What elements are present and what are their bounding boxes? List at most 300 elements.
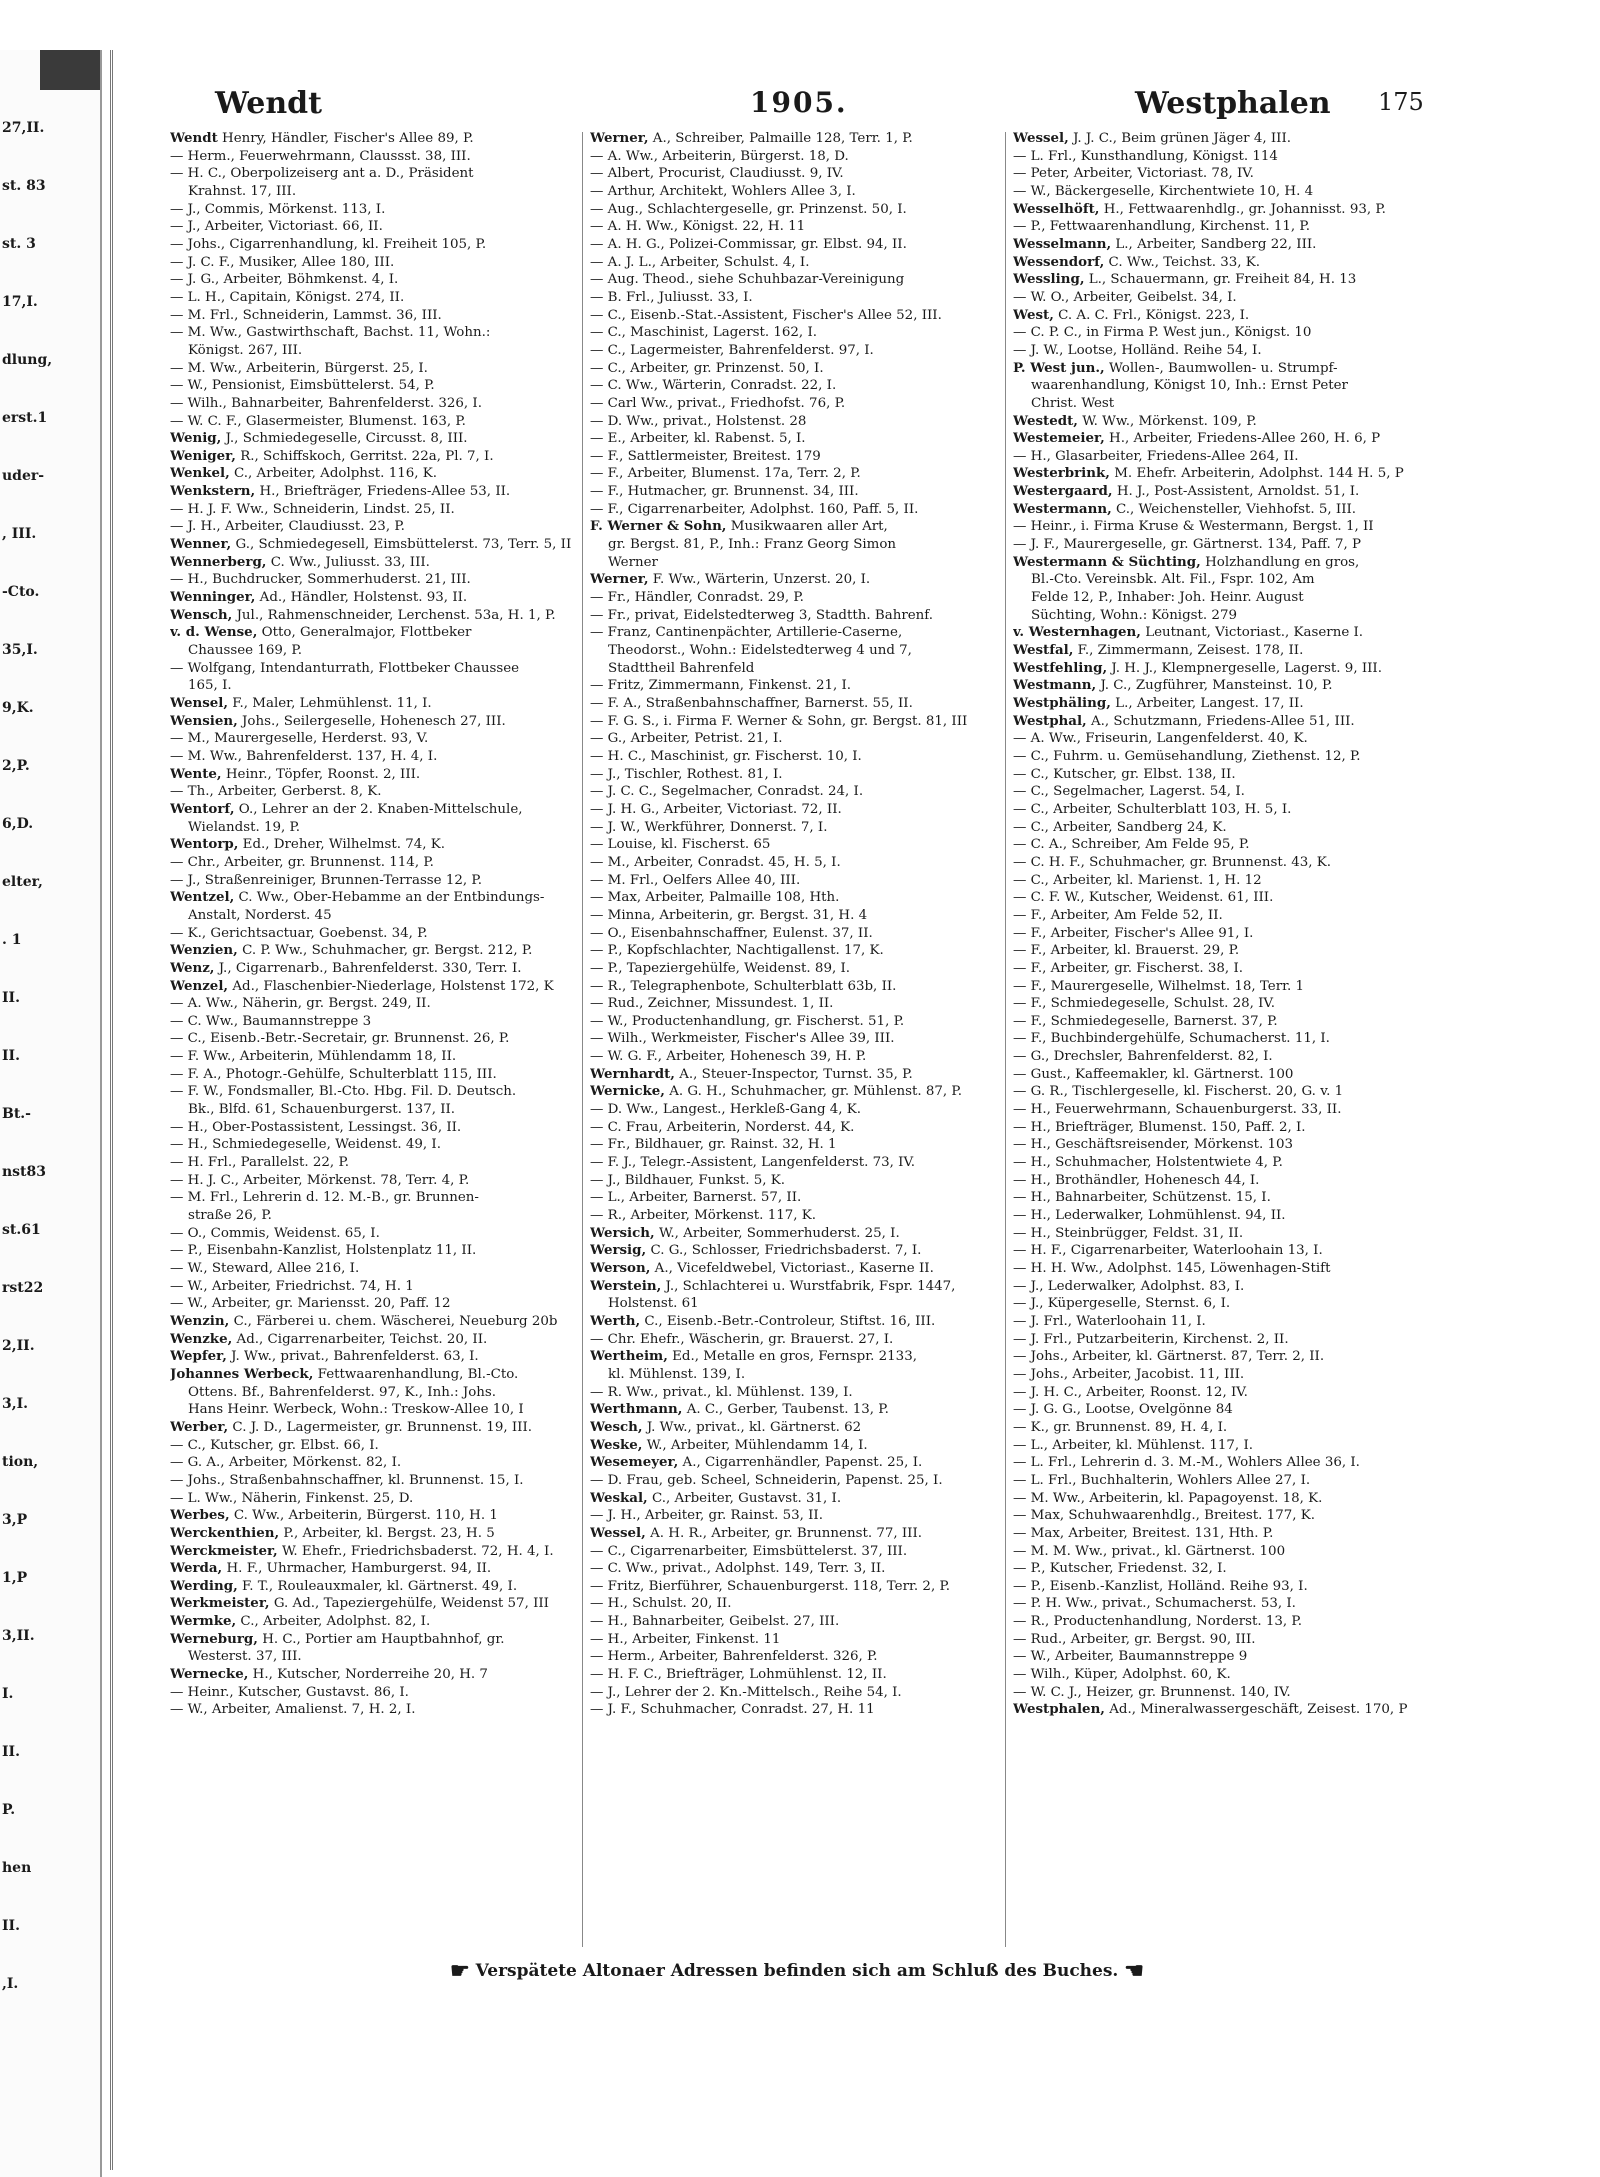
entry-details: — L. Ww., Näherin, Finkenst. 25, D. bbox=[170, 1490, 414, 1506]
directory-entry bbox=[590, 960, 1010, 978]
entry-details: G., Schmiedegesell, Eimsbüttelerst. 73, Terr. 5, II bbox=[235, 537, 572, 553]
entry-details: — P., Eisenbahn-Kanzlist, Holstenplatz 11, II. bbox=[170, 1243, 477, 1259]
directory-entry bbox=[1013, 448, 1438, 466]
entry-details: — Max, Arbeiter, Breitest. 131, Hth. P. bbox=[1013, 1525, 1274, 1541]
entry-details: — H., Brothändler, Hohenesch 44, I. bbox=[1013, 1172, 1260, 1188]
directory-entry bbox=[590, 201, 1010, 219]
entry-details: — W. C. F., Glasermeister, Blumenst. 163, P. bbox=[170, 413, 466, 429]
directory-entry bbox=[1013, 642, 1438, 660]
directory-entry bbox=[1013, 465, 1438, 483]
entry-details: — W., Bäckergeselle, Kirchentwiete 10, H. 4 bbox=[1013, 183, 1314, 199]
directory-entry bbox=[170, 1701, 575, 1719]
directory-entry bbox=[170, 571, 575, 589]
column-divider bbox=[582, 132, 583, 1947]
directory-entry bbox=[590, 642, 1010, 660]
directory-entry bbox=[170, 1472, 575, 1490]
entry-details: — F., Arbeiter, kl. Brauerst. 29, P. bbox=[1013, 943, 1240, 959]
entry-details: — F. A., Photogr.-Gehülfe, Schulterblatt 115, III. bbox=[170, 1066, 497, 1082]
directory-entry bbox=[170, 960, 575, 978]
entry-details: — Th., Arbeiter, Gerberst. 8, K. bbox=[170, 784, 382, 800]
directory-entry bbox=[1013, 730, 1438, 748]
directory-entry bbox=[1013, 430, 1438, 448]
previous-page-fragment: rst22 bbox=[2, 1280, 44, 1296]
entry-details: Ad., Händler, Holstenst. 93, II. bbox=[259, 590, 468, 606]
entry-surname: Wenkstern, bbox=[170, 483, 256, 500]
directory-entry bbox=[590, 907, 1010, 925]
directory-entry bbox=[590, 660, 1010, 678]
directory-entry bbox=[170, 1543, 575, 1561]
entry-details: — R. Ww., privat., kl. Mühlenst. 139, I. bbox=[590, 1384, 853, 1400]
directory-entry bbox=[170, 1278, 575, 1296]
directory-entry bbox=[1013, 1348, 1438, 1366]
directory-entry bbox=[590, 1331, 1010, 1349]
directory-entry bbox=[170, 1083, 575, 1101]
entry-details: F., Maler, Lehmühlenst. 11, I. bbox=[232, 696, 432, 711]
directory-entry bbox=[590, 677, 1010, 695]
entry-details: — J. H., Arbeiter, gr. Rainst. 53, II. bbox=[590, 1508, 823, 1524]
directory-entry bbox=[1013, 395, 1438, 413]
entry-surname: Werth, bbox=[590, 1312, 641, 1329]
entry-details: Hans Heinr. Werbeck, Wohn.: Treskow-Allee 10, I bbox=[188, 1402, 524, 1418]
directory-entry bbox=[590, 836, 1010, 854]
directory-entry bbox=[170, 360, 575, 378]
directory-entry bbox=[1013, 1154, 1438, 1172]
directory-entry bbox=[170, 801, 575, 819]
entry-details: — J. C. F., Musiker, Allee 180, III. bbox=[170, 254, 395, 270]
entry-details: — W., Pensionist, Eimsbüttelerst. 54, P. bbox=[170, 378, 435, 394]
directory-entry bbox=[170, 1525, 575, 1543]
directory-entry bbox=[170, 607, 575, 625]
entry-details: — J. H. G., Arbeiter, Victoriast. 72, II. bbox=[590, 801, 842, 817]
directory-entry bbox=[170, 907, 575, 925]
entry-surname: Werstein, bbox=[590, 1277, 662, 1294]
entry-details: J., Schmiedegeselle, Circusst. 8, III. bbox=[225, 431, 468, 447]
directory-entry bbox=[1013, 130, 1438, 148]
directory-entry bbox=[1013, 1030, 1438, 1048]
directory-entry bbox=[1013, 1666, 1438, 1684]
entry-details: C. Ww., Juliusst. 33, III. bbox=[270, 554, 430, 570]
directory-entry bbox=[590, 236, 1010, 254]
entry-details: 165, I. bbox=[188, 678, 232, 694]
directory-entry bbox=[1013, 854, 1438, 872]
directory-entry bbox=[590, 430, 1010, 448]
entry-details: J. Ww., privat., kl. Gärtnerst. 62 bbox=[646, 1419, 862, 1435]
entry-details: C., Arbeiter, Gustavst. 31, I. bbox=[651, 1490, 842, 1506]
entry-details: — A. J. L., Arbeiter, Schulst. 4, I. bbox=[590, 254, 810, 270]
entry-details: — M. Ww., Gastwirthschaft, Bachst. 11, Wohn.: bbox=[170, 325, 491, 341]
directory-entry bbox=[170, 836, 575, 854]
directory-entry bbox=[590, 254, 1010, 272]
directory-entry bbox=[1013, 483, 1438, 501]
directory-entry bbox=[170, 413, 575, 431]
running-head-year: 1905. bbox=[750, 86, 848, 119]
directory-entry bbox=[170, 1172, 575, 1190]
directory-entry bbox=[1013, 1437, 1438, 1455]
entry-details: — H. H. Ww., Adolphst. 145, Löwenhagen-Stift bbox=[1013, 1261, 1331, 1276]
directory-entry bbox=[1013, 995, 1438, 1013]
entry-details: — R., Arbeiter, Mörkenst. 117, K. bbox=[590, 1208, 817, 1224]
entry-details: H. F., Uhrmacher, Hamburgerst. 94, II. bbox=[226, 1561, 492, 1577]
entry-details: Wielandst. 19, P. bbox=[188, 819, 301, 835]
entry-details: — C. P. C., in Firma P. West jun., Königst. 10 bbox=[1013, 325, 1312, 341]
entry-details: — H., Geschäftsreisender, Mörkenst. 103 bbox=[1013, 1137, 1294, 1153]
entry-details: Wollen-, Baumwollen- u. Strumpf- bbox=[1108, 360, 1338, 376]
directory-entry bbox=[170, 1437, 575, 1455]
directory-entry bbox=[1013, 801, 1438, 819]
directory-entry bbox=[1013, 554, 1438, 572]
entry-details: — F., Cigarrenarbeiter, Adolphst. 160, Paff. 5, II. bbox=[590, 501, 919, 517]
entry-details: — B. Frl., Juliusst. 33, I. bbox=[590, 289, 753, 305]
directory-entry bbox=[170, 1595, 575, 1613]
directory-entry bbox=[1013, 836, 1438, 854]
previous-page-fragment: 3,P bbox=[2, 1512, 28, 1528]
directory-entry bbox=[1013, 1172, 1438, 1190]
entry-details: — C., Arbeiter, Sandberg 24, K. bbox=[1013, 819, 1227, 835]
entry-details: — J., Küpergeselle, Sternst. 6, I. bbox=[1013, 1296, 1231, 1312]
entry-details: — J., Straßenreiniger, Brunnen-Terrasse 12, P. bbox=[170, 872, 482, 888]
directory-entry bbox=[170, 624, 575, 642]
directory-entry bbox=[1013, 978, 1438, 996]
entry-details: — L. H., Capitain, Königst. 274, II. bbox=[170, 289, 405, 305]
directory-entry bbox=[590, 1507, 1010, 1525]
entry-surname: Wentzel, bbox=[170, 889, 235, 906]
directory-entry bbox=[1013, 148, 1438, 166]
directory-entry bbox=[170, 377, 575, 395]
entry-details: — L. Frl., Buchhalterin, Wohlers Allee 27, I. bbox=[1013, 1472, 1311, 1488]
directory-entry bbox=[1013, 201, 1438, 219]
directory-entry bbox=[1013, 907, 1438, 925]
entry-surname: v. d. Wense, bbox=[170, 624, 258, 641]
entry-details: R., Schiffskoch, Gerritst. 22a, Pl. 7, I. bbox=[240, 448, 494, 464]
entry-details: — C., Kutscher, gr. Elbst. 138, II. bbox=[1013, 766, 1236, 782]
directory-entry bbox=[590, 1119, 1010, 1137]
entry-details: — F., Arbeiter, Am Felde 52, II. bbox=[1013, 907, 1223, 923]
entry-details: H., Fettwaarenhdlg., gr. Johannisst. 93, P. bbox=[1103, 201, 1386, 217]
directory-entry bbox=[1013, 925, 1438, 943]
directory-entry bbox=[590, 1348, 1010, 1366]
entry-surname: Westedt, bbox=[1013, 412, 1078, 429]
entry-details: — W., Steward, Allee 216, I. bbox=[170, 1261, 360, 1276]
entry-details: — Fritz, Zimmermann, Finkenst. 21, I. bbox=[590, 678, 852, 694]
entry-surname: Westphalen, bbox=[1013, 1701, 1105, 1718]
entry-surname: Weskal, bbox=[590, 1489, 648, 1506]
previous-page-fragment: erst.1 bbox=[2, 410, 48, 426]
entry-details: Stadttheil Bahrenfeld bbox=[608, 660, 755, 676]
entry-details: — H. F. C., Briefträger, Lohmühlenst. 12, II. bbox=[590, 1667, 887, 1683]
entry-details: — J., Bildhauer, Funkst. 5, K. bbox=[590, 1172, 786, 1188]
directory-entry bbox=[1013, 889, 1438, 907]
entry-details: — Heinr., Kutscher, Gustavst. 86, I. bbox=[170, 1684, 409, 1700]
entry-details: — F., Schmiedegeselle, Barnerst. 37, P. bbox=[1013, 1013, 1278, 1029]
entry-surname: Wenner, bbox=[170, 536, 232, 553]
directory-entry bbox=[590, 465, 1010, 483]
entry-details: — H., Buchdrucker, Sommerhuderst. 21, III. bbox=[170, 572, 471, 588]
entry-details: F., Zimmermann, Zeisest. 178, II. bbox=[1077, 643, 1304, 659]
entry-details: — Fr., Bildhauer, gr. Rainst. 32, H. 1 bbox=[590, 1137, 837, 1153]
entry-details: — W., Productenhandlung, gr. Fischerst. 51, P. bbox=[590, 1013, 905, 1029]
directory-entry bbox=[1013, 1507, 1438, 1525]
directory-entry bbox=[1013, 1101, 1438, 1119]
entry-details: H. J., Post-Assistent, Arnoldst. 51, I. bbox=[1116, 484, 1360, 500]
previous-page-fragment: st. 3 bbox=[2, 236, 36, 252]
directory-entry bbox=[590, 801, 1010, 819]
entry-details: A. H. R., Arbeiter, gr. Brunnenst. 77, III. bbox=[650, 1525, 923, 1541]
directory-entry bbox=[170, 872, 575, 890]
previous-page-fragment: 17,I. bbox=[2, 294, 38, 310]
entry-details: Westerst. 37, III. bbox=[188, 1649, 302, 1665]
previous-page-fragment: 1,P bbox=[2, 1570, 28, 1586]
directory-entry bbox=[1013, 501, 1438, 519]
previous-page-fragment: dlung, bbox=[2, 352, 53, 368]
entry-details: — P., Kutscher, Friedenst. 32, I. bbox=[1013, 1561, 1227, 1577]
entry-details: — O., Commis, Weidenst. 65, I. bbox=[170, 1225, 380, 1241]
entry-details: — H. J. C., Arbeiter, Mörkenst. 78, Terr. 4, P. bbox=[170, 1172, 470, 1188]
directory-entry bbox=[590, 854, 1010, 872]
entry-details: W., Arbeiter, Sommerhuderst. 25, I. bbox=[658, 1225, 900, 1241]
entry-details: — Chr. Ehefr., Wäscherin, gr. Brauerst. 27, I. bbox=[590, 1331, 894, 1347]
entry-surname: Wenzin, bbox=[170, 1312, 230, 1329]
directory-entry bbox=[590, 783, 1010, 801]
previous-page-fragment: 35,I. bbox=[2, 642, 38, 658]
entry-details: Königst. 267, III. bbox=[188, 342, 303, 358]
entry-details: — Gust., Kaffeemakler, kl. Gärtnerst. 100 bbox=[1013, 1066, 1294, 1082]
entry-details: — H. J. F. Ww., Schneiderin, Lindst. 25, II. bbox=[170, 501, 455, 517]
directory-entry bbox=[590, 289, 1010, 307]
directory-entry bbox=[590, 395, 1010, 413]
entry-details: — J. H., Arbeiter, Claudiusst. 23, P. bbox=[170, 519, 405, 535]
entry-details: — Max, Arbeiter, Palmaille 108, Hth. bbox=[590, 890, 840, 906]
entry-details: — C., Arbeiter, Schulterblatt 103, H. 5, I. bbox=[1013, 801, 1292, 817]
directory-entry bbox=[1013, 677, 1438, 695]
entry-details: C., Weichensteller, Viehhofst. 5, III. bbox=[1116, 501, 1357, 517]
directory-entry bbox=[170, 236, 575, 254]
directory-entry bbox=[170, 430, 575, 448]
entry-details: — J., Tischler, Rothest. 81, I. bbox=[590, 766, 783, 782]
entry-details: — M. Frl., Lehrerin d. 12. M.-B., gr. Brunnen- bbox=[170, 1190, 479, 1206]
previous-page-fragment: nst83 bbox=[2, 1164, 47, 1180]
directory-entry bbox=[1013, 254, 1438, 272]
entry-details: — F. A., Straßenbahnschaffner, Barnerst. 55, II. bbox=[590, 696, 913, 711]
entry-details: — C., Eisenb.-Stat.-Assistent, Fischer's Allee 52, III. bbox=[590, 307, 942, 323]
directory-entry bbox=[590, 925, 1010, 943]
entry-details: — H., Briefträger, Blumenst. 150, Paff. 2, I. bbox=[1013, 1119, 1306, 1135]
directory-entry bbox=[590, 342, 1010, 360]
entry-details: — D. Ww., privat., Holstenst. 28 bbox=[590, 413, 807, 429]
entry-details: — F. G. S., i. Firma F. Werner & Sohn, gr. Bergst. 81, III bbox=[590, 713, 968, 729]
entry-details: — L. Frl., Kunsthandlung, Königst. 114 bbox=[1013, 148, 1278, 164]
entry-surname: Wepfer, bbox=[170, 1348, 227, 1365]
directory-entry bbox=[590, 1172, 1010, 1190]
entry-details: — W., Arbeiter, Baumannstreppe 9 bbox=[1013, 1649, 1248, 1665]
directory-entry bbox=[590, 271, 1010, 289]
directory-entry bbox=[170, 1384, 575, 1402]
entry-details: — Aug. Theod., siehe Schuhbazar-Vereinigung bbox=[590, 272, 905, 288]
entry-surname: v. Westernhagen, bbox=[1013, 624, 1141, 641]
footer-note bbox=[450, 1958, 1144, 1984]
entry-details: W. Ehefr., Friedrichsbaderst. 72, H. 4, I. bbox=[281, 1543, 554, 1559]
entry-details: — W., Arbeiter, Amalienst. 7, H. 2, I. bbox=[170, 1702, 416, 1718]
directory-column-2 bbox=[590, 130, 1010, 1955]
directory-entry bbox=[590, 413, 1010, 431]
previous-page-edge bbox=[0, 50, 102, 2177]
directory-entry bbox=[170, 589, 575, 607]
entry-details: H., Arbeiter, Friedens-Allee 260, H. 6, P bbox=[1109, 431, 1381, 447]
entry-details: — P., Kopfschlachter, Nachtigallenst. 17, K. bbox=[590, 943, 884, 959]
entry-surname: F. Werner & Sohn, bbox=[590, 518, 727, 535]
entry-surname: Werckmeister, bbox=[170, 1542, 278, 1559]
page-number: 175 bbox=[1378, 88, 1424, 116]
entry-details: — G. R., Tischlergeselle, kl. Fischerst. 20, G. v. 1 bbox=[1013, 1084, 1344, 1100]
directory-entry bbox=[590, 148, 1010, 166]
entry-surname: Werneburg, bbox=[170, 1630, 258, 1647]
directory-entry bbox=[590, 1083, 1010, 1101]
entry-details: J. C., Zugführer, Mansteinst. 10, P. bbox=[1100, 678, 1333, 694]
entry-details: — Chr., Arbeiter, gr. Brunnenst. 114, P. bbox=[170, 854, 434, 870]
directory-entry bbox=[590, 713, 1010, 731]
entry-details: Heinr., Töpfer, Roonst. 2, III. bbox=[225, 766, 421, 782]
entry-surname: Wesemeyer, bbox=[590, 1454, 679, 1471]
directory-entry bbox=[590, 1136, 1010, 1154]
entry-details: H. C., Portier am Hauptbahnhof, gr. bbox=[262, 1631, 505, 1647]
entry-details: — L., Arbeiter, kl. Mühlenst. 117, I. bbox=[1013, 1437, 1253, 1453]
entry-surname: Wensch, bbox=[170, 606, 233, 623]
directory-entry bbox=[1013, 1701, 1438, 1719]
entry-details: — R., Productenhandlung, Norderst. 13, P. bbox=[1013, 1614, 1302, 1630]
entry-surname: Westermann, bbox=[1013, 500, 1112, 517]
entry-details: — C., Arbeiter, kl. Marienst. 1, H. 12 bbox=[1013, 872, 1262, 888]
entry-details: C., Arbeiter, Adolphst. 82, I. bbox=[240, 1614, 431, 1630]
directory-entry bbox=[170, 1419, 575, 1437]
entry-details: — H., Feuerwehrmann, Schauenburgerst. 33, II. bbox=[1013, 1102, 1342, 1118]
entry-details: Anstalt, Norderst. 45 bbox=[188, 907, 332, 923]
directory-entry bbox=[1013, 607, 1438, 625]
directory-entry bbox=[590, 1490, 1010, 1508]
entry-details: — C. F. W., Kutscher, Weidenst. 61, III. bbox=[1013, 890, 1274, 906]
directory-column-3 bbox=[1013, 130, 1438, 1955]
entry-details: — H., Schuhmacher, Holstentwiete 4, P. bbox=[1013, 1155, 1283, 1171]
directory-entry bbox=[1013, 1560, 1438, 1578]
directory-entry bbox=[170, 289, 575, 307]
directory-entry bbox=[1013, 289, 1438, 307]
directory-entry bbox=[170, 1348, 575, 1366]
directory-entry bbox=[170, 465, 575, 483]
entry-details: — W. C. J., Heizer, gr. Brunnenst. 140, IV. bbox=[1013, 1684, 1291, 1700]
entry-details: Ottens. Bf., Bahrenfelderst. 97, K., Inh.: Johs. bbox=[188, 1384, 497, 1400]
footer-note-text: Verspätete Altonaer Adressen befinden sich am Schluß des Buches. bbox=[475, 1961, 1119, 1981]
directory-entry bbox=[1013, 1543, 1438, 1561]
entry-details: — P., Eisenb.-Kanzlist, Holländ. Reihe 93, I. bbox=[1013, 1578, 1308, 1594]
directory-entry bbox=[170, 1207, 575, 1225]
entry-details: — H., Lederwalker, Lohmühlenst. 94, II. bbox=[1013, 1208, 1286, 1224]
directory-entry bbox=[590, 307, 1010, 325]
entry-surname: Westfal, bbox=[1013, 642, 1074, 659]
directory-entry bbox=[1013, 236, 1438, 254]
directory-entry bbox=[1013, 271, 1438, 289]
entry-details: Fettwaarenhandlung, Bl.-Cto. bbox=[317, 1366, 519, 1382]
directory-column-1 bbox=[170, 130, 575, 1955]
entry-details: F. T., Rouleauxmaler, kl. Gärtnerst. 49, I. bbox=[242, 1578, 518, 1594]
entry-surname: Wertheim, bbox=[590, 1348, 668, 1365]
entry-details: — J. F., Maurergeselle, gr. Gärtnerst. 134, Paff. 7, P bbox=[1013, 537, 1362, 553]
directory-entry bbox=[1013, 165, 1438, 183]
entry-surname: P. West jun., bbox=[1013, 359, 1105, 376]
entry-details: J. Ww., privat., Bahrenfelderst. 63, I. bbox=[231, 1349, 479, 1365]
entry-details: — J. G. G., Lootse, Ovelgönne 84 bbox=[1013, 1402, 1233, 1418]
entry-surname: Wernicke, bbox=[590, 1083, 665, 1100]
entry-details: H., Briefträger, Friedens-Allee 53, II. bbox=[259, 484, 511, 500]
entry-details: J. H. J., Klempnergeselle, Lagerst. 9, III. bbox=[1111, 660, 1382, 676]
previous-page-fragment: II. bbox=[2, 1744, 20, 1760]
entry-details: L., Arbeiter, Sandberg 22, III. bbox=[1115, 236, 1317, 252]
entry-details: — M. Ww., Bahrenfelderst. 137, H. 4, I. bbox=[170, 748, 438, 764]
directory-entry bbox=[1013, 183, 1438, 201]
entry-surname: Weske, bbox=[590, 1436, 643, 1453]
entry-details: — Johs., Arbeiter, Jacobist. 11, III. bbox=[1013, 1366, 1245, 1382]
directory-entry bbox=[590, 1242, 1010, 1260]
entry-surname: Wensien, bbox=[170, 712, 238, 729]
entry-surname: Werner, bbox=[590, 571, 649, 588]
entry-details: — C., Maschinist, Lagerst. 162, I. bbox=[590, 325, 817, 341]
entry-surname: Johannes Werbeck, bbox=[170, 1365, 314, 1382]
previous-page-fragment: II. bbox=[2, 990, 20, 1006]
entry-details: — F. J., Telegr.-Assistent, Langenfelderst. 73, IV. bbox=[590, 1155, 916, 1171]
directory-entry bbox=[1013, 624, 1438, 642]
entry-details: Ed., Metalle en gros, Fernspr. 2133, bbox=[672, 1349, 917, 1365]
entry-details: — M. M. Ww., privat., kl. Gärtnerst. 100 bbox=[1013, 1543, 1286, 1559]
directory-entry bbox=[1013, 324, 1438, 342]
directory-entry bbox=[1013, 1595, 1438, 1613]
entry-details: — W., Arbeiter, Friedrichst. 74, H. 1 bbox=[170, 1278, 414, 1294]
directory-entry bbox=[1013, 1189, 1438, 1207]
entry-details: L., Arbeiter, Langest. 17, II. bbox=[1115, 696, 1304, 711]
directory-entry bbox=[590, 501, 1010, 519]
entry-details: — F. Ww., Arbeiterin, Mühlendamm 18, II. bbox=[170, 1049, 457, 1065]
directory-entry bbox=[590, 1189, 1010, 1207]
directory-entry bbox=[590, 995, 1010, 1013]
directory-entry bbox=[1013, 1048, 1438, 1066]
directory-entry bbox=[590, 730, 1010, 748]
previous-page-fragment: 2,P. bbox=[2, 758, 30, 774]
directory-entry bbox=[1013, 713, 1438, 731]
entry-details: — Fr., Händler, Conradst. 29, P. bbox=[590, 590, 804, 606]
entry-details: Leutnant, Victoriast., Kaserne I. bbox=[1145, 625, 1364, 641]
directory-entry bbox=[170, 1684, 575, 1702]
directory-entry bbox=[590, 518, 1010, 536]
directory-entry bbox=[170, 1560, 575, 1578]
directory-entry bbox=[590, 1013, 1010, 1031]
entry-details: A., Cigarrenhändler, Papenst. 25, I. bbox=[682, 1455, 923, 1471]
entry-details: A. C., Gerber, Taubenst. 13, P. bbox=[686, 1402, 889, 1418]
entry-details: — P. H. Ww., privat., Schumacherst. 53, I. bbox=[1013, 1596, 1296, 1612]
entry-surname: Wessel, bbox=[1013, 130, 1069, 146]
directory-entry bbox=[590, 1030, 1010, 1048]
directory-entry bbox=[170, 695, 575, 713]
entry-surname: Wenig, bbox=[170, 430, 222, 447]
entry-surname: Wenz, bbox=[170, 959, 215, 976]
entry-details: Chaussee 169, P. bbox=[188, 643, 302, 659]
page-edge-tab bbox=[40, 50, 100, 90]
entry-surname: Werkmeister, bbox=[170, 1595, 270, 1612]
entry-details: — H., Schulst. 20, II. bbox=[590, 1596, 732, 1612]
directory-entry bbox=[1013, 342, 1438, 360]
entry-details: — Fritz, Bierführer, Schauenburgerst. 118, Terr. 2, P. bbox=[590, 1578, 951, 1594]
entry-details: — J. Frl., Waterloohain 11, I. bbox=[1013, 1313, 1206, 1329]
directory-entry bbox=[170, 130, 575, 148]
entry-details: — P., Tapeziergehülfe, Weidenst. 89, I. bbox=[590, 960, 851, 976]
directory-entry bbox=[170, 1401, 575, 1419]
entry-details: Otto, Generalmajor, Flottbeker bbox=[261, 625, 472, 641]
directory-entry bbox=[1013, 1207, 1438, 1225]
